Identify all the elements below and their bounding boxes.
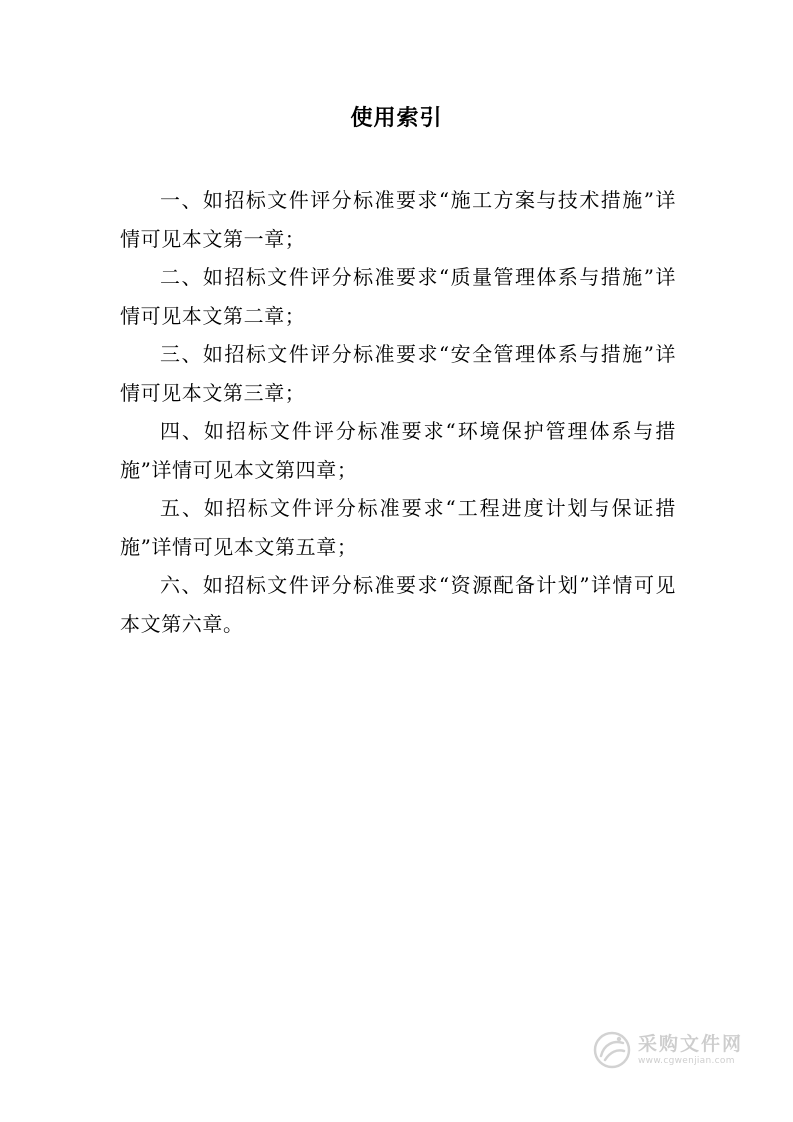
watermark-site-name: 采购文件网 bbox=[638, 1033, 744, 1055]
page-title: 使用索引 bbox=[350, 106, 443, 131]
index-body bbox=[120, 181, 676, 643]
index-paragraph-5: 五、如招标文件评分标准要求“工程进度计划与保证措施”详情可见本文第五章； bbox=[120, 496, 676, 559]
watermark-text bbox=[638, 1033, 743, 1067]
index-paragraph-6: 六、如招标文件评分标准要求“资源配备计划”详情可见本文第六章。 bbox=[120, 573, 676, 636]
site-logo-icon bbox=[592, 1030, 632, 1070]
index-paragraph-2: 二、如招标文件评分标准要求“质量管理体系与措施”详情可见本文第二章； bbox=[120, 265, 676, 328]
watermark-site-url: www.cgwenjian.com bbox=[638, 1056, 735, 1066]
site-watermark bbox=[592, 1028, 752, 1072]
index-paragraph-3: 三、如招标文件评分标准要求“安全管理体系与措施”详情可见本文第三章； bbox=[120, 342, 676, 405]
index-paragraph-1: 一、如招标文件评分标准要求“施工方案与技术措施”详情可见本文第一章； bbox=[120, 188, 676, 251]
index-paragraph-4: 四、如招标文件评分标准要求“环境保护管理体系与措施”详情可见本文第四章； bbox=[120, 419, 676, 482]
